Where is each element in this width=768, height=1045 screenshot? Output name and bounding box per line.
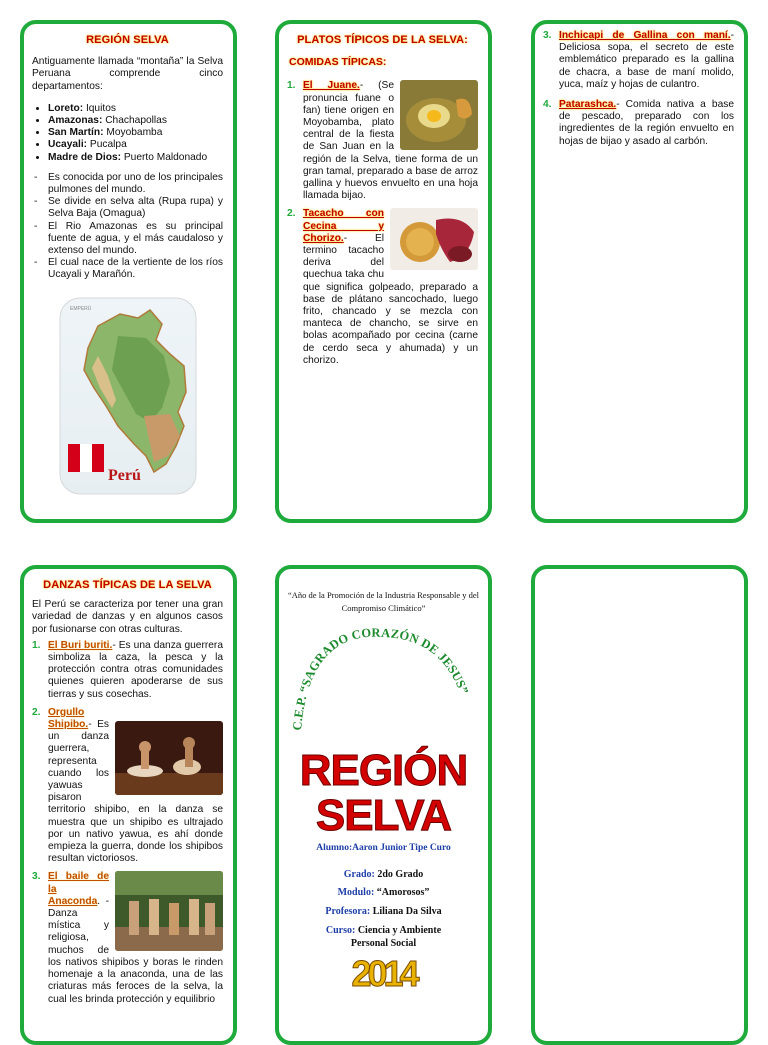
list-item: • Amazonas: Chachapollas (48, 115, 223, 127)
grade-line: Grado: 2do Grado (343, 869, 424, 880)
anaconda-dance-photo (115, 871, 223, 951)
cover-title-line2: SELVA (315, 791, 452, 840)
list-item: • Ucayali: Pucalpa (48, 139, 223, 151)
fact-item: - El Rio Amazonas es su principal fuente de agua, y el más caudaloso y extenso del mundo. (32, 221, 223, 258)
cover-title-line1: REGIÓN (299, 746, 468, 795)
list-item: 4. Patarashca.- Comida nativa a base de pescado, preparado con los ingredientes de la región envuelto en hojas de bijao y asado al carbón. (543, 99, 734, 147)
motto-text: “Año de la Promoción de la Industria Responsable y del Compromiso Climático” (288, 590, 479, 613)
panel-title: REGIÓN SELVA (86, 34, 169, 46)
map-small-label: EMPERÚ (69, 305, 91, 312)
svg-text:C.E.P. “SAGRADO CORAZÓN DE JES: C.E.P. “SAGRADO CORAZÓN DE JESUS” (290, 625, 472, 732)
dish-name: Tacacho con Cecina y Chorizo. (303, 208, 384, 244)
shipibo-dance-photo (115, 721, 223, 795)
panel-title: DANZAS TÍPICAS DE LA SELVA (43, 579, 212, 591)
intro-text: El Perú se caracteriza por tener una gran variedad de danzas y en algunos casos por fusionarse con otras culturas. (32, 599, 223, 635)
dance-name: Orgullo Shipibo. (48, 706, 89, 731)
course-line: Curso: Ciencia y Ambiente (325, 925, 442, 936)
dish-name: Patarashca. (559, 99, 617, 111)
list-item: 2. Orgullo Shipibo.- Es un danza guerrera, representa cuando los yawuas pisaron territorio shipibo, en la danza se muestra que un shipibo es ultrajado por un nativo yawua, es ahí donde empieza la guerra, donde los shipibos resultan victoriosos. (32, 706, 223, 865)
tacacho-photo (390, 208, 478, 270)
list-item: 3. El baile de la Anaconda. - Danza mística y religiosa, muchos de los nativos shipibos y boras le rinden homenaje a la anaconda, una de las criaturas más feroces de la selva, la cual les brinda protección y equilibrio (32, 871, 223, 1005)
section-subtitle: COMIDAS TÍPICAS: (289, 56, 387, 69)
panel-danzas-tipicas (20, 565, 237, 1045)
dish-name: El Juane. (303, 80, 360, 92)
department-list (32, 103, 223, 164)
panel-platos-continuacion (531, 20, 748, 523)
list-item: 2. Tacacho con Cecina y Chorizo.- El termino tacacho deriva del quechua taka chu que significa golpeado, preparado a base de plátano sancochado, luego frito, chancado y se mezcla con manteca de chancho, se sirve en bolas acompañado por cecina (carne de cerdo seca y ahumada) y un chorizo. (287, 208, 478, 366)
peru-map-image (58, 296, 198, 496)
dish-list (287, 80, 478, 367)
dish-name: Inchicapi de Gallina con maní. (559, 30, 731, 41)
list-item: • San Martín: Moyobamba (48, 127, 223, 139)
dance-list (32, 640, 223, 1006)
dance-name: El Buri buriti. (48, 639, 113, 651)
list-item: 1. El Juane.- (Se pronuncia fuane o fan) tiene origen en Moyobamba, plato central de la fiesta de San Juan en la región de la Selva, tiene forma de un gran tamal, preparado a base de arroz gallina y huevos envuelto en una hoja llamada bijao. (287, 80, 478, 202)
fact-item: - Es conocida por uno de los principales pulmones del mundo. (32, 172, 223, 196)
intro-text: Antiguamente llamada “montaña” la Selva Peruana comprende cinco departamentos: (32, 56, 223, 92)
module-line: Modulo: “Amorosos” (337, 887, 430, 898)
list-item: 1. El Buri buriti.- Es una danza guerrera simboliza la caza, la pesca y la protección contra otras comunidades quienes quieren apoderarse de sus tierras y sus cosechas. (32, 639, 223, 700)
panel-empty (531, 565, 748, 1045)
list-item: • Madre de Dios: Puerto Maldonado (48, 152, 223, 164)
flag-icon (68, 444, 80, 472)
panel-region-selva (20, 20, 237, 523)
list-item: 3. Inchicapi de Gallina con maní.- Deliciosa sopa, el secreto de este emblemático preparado es la gallina de chacra, a base de maní molido, yuca, maíz y hojas de culantro. (543, 30, 734, 90)
list-item: • Loreto: Iquitos (48, 103, 223, 115)
teacher-line: Profesora: Liliana Da Silva (325, 906, 442, 917)
fact-item: - Se divide en selva alta (Rupa rupa) y Selva Baja (Omagua) (32, 196, 223, 220)
juane-photo (400, 80, 478, 150)
panel-platos-tipicos (275, 20, 492, 523)
panel-title: PLATOS TÍPICOS DE LA SELVA: (297, 34, 468, 46)
dish-list (543, 30, 734, 148)
course-line-2: Personal Social (350, 938, 417, 949)
dance-name: El baile de la Anaconda (48, 871, 109, 907)
student-line: Alumno:Aaron Junior Tipe Curo (316, 843, 451, 853)
map-label: Perú (107, 466, 141, 484)
fact-item: - El cual nace de la vertiente de los ríos Ucayali y Marañón. (32, 257, 223, 281)
panel-cover (275, 565, 492, 1045)
school-name-arc (279, 609, 488, 749)
year-graphic: 2014 (351, 953, 416, 994)
